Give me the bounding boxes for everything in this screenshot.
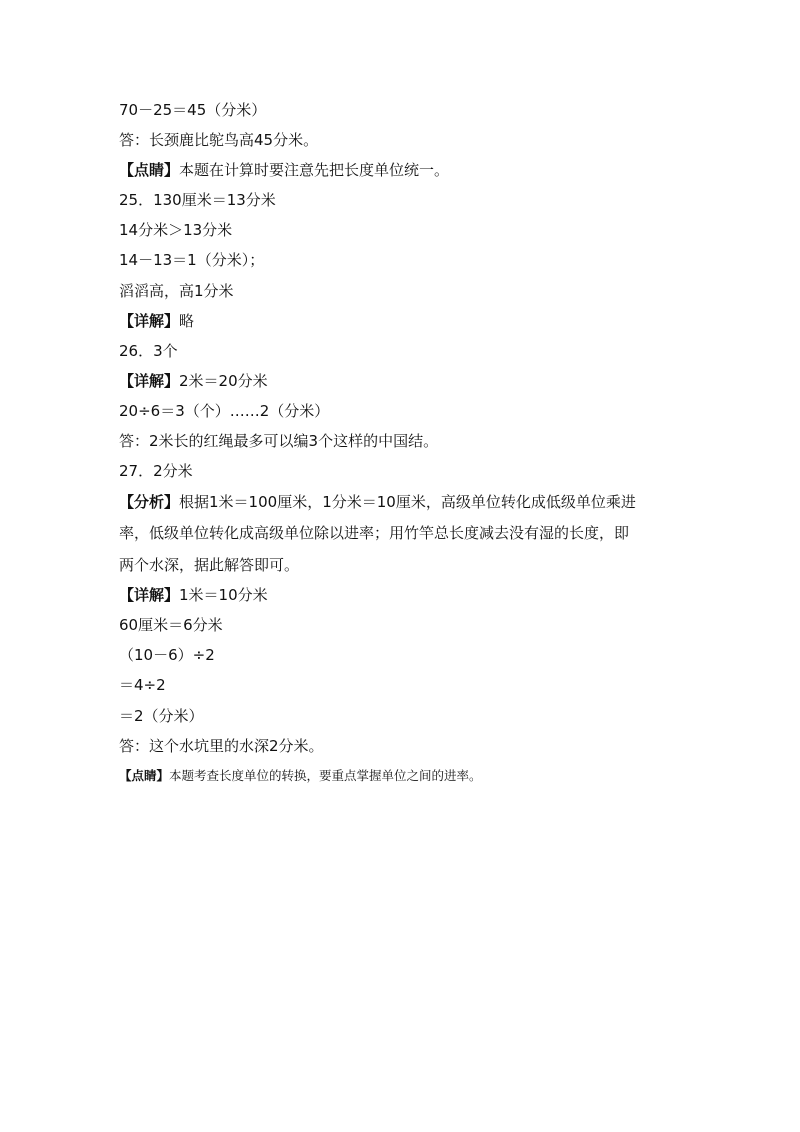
text-line: 【详解】1米＝10分米 — [119, 586, 268, 604]
text-line: 答：这个水坑里的水深2分米。 — [119, 737, 324, 755]
section-tag: 【点睛】 — [119, 768, 170, 783]
text-line: ＝2（分米） — [119, 707, 204, 725]
document-page — [119, 0, 719, 1132]
section-tag: 【分析】 — [119, 493, 180, 511]
text-line: 【点睛】本题考查长度单位的转换，要重点掌握单位之间的进率。 — [119, 768, 482, 783]
text-line: 14－13＝1（分米）； — [119, 251, 265, 269]
text-line: 26．3个 — [119, 342, 178, 360]
section-tag: 【详解】 — [119, 312, 180, 330]
text-line: 20÷6＝3（个）……2（分米） — [119, 402, 330, 420]
text-line: 答：2米长的红绳最多可以编3个这样的中国结。 — [119, 432, 439, 450]
section-tag: 【详解】 — [119, 586, 180, 604]
text-line: 两个水深，据此解答即可。 — [119, 556, 300, 574]
text-line: 滔滔高，高1分米 — [119, 282, 234, 300]
section-tag: 【点睛】 — [119, 161, 180, 179]
text-line: 【详解】略 — [119, 312, 195, 330]
text-line: 【详解】2米＝20分米 — [119, 372, 268, 390]
text-line: 14分米＞13分米 — [119, 221, 233, 239]
text-line: 60厘米＝6分米 — [119, 616, 223, 634]
text-line: 【点睛】本题在计算时要注意先把长度单位统一。 — [119, 161, 450, 179]
text-line: 70－25＝45（分米） — [119, 101, 267, 119]
text-line: 27．2分米 — [119, 462, 193, 480]
text-line: 答：长颈鹿比鸵鸟高45分米。 — [119, 131, 319, 149]
section-tag: 【详解】 — [119, 372, 180, 390]
text-line: 【分析】根据1米＝100厘米，1分米＝10厘米，高级单位转化成低级单位乘进 — [119, 493, 636, 511]
text-line: 率，低级单位转化成高级单位除以进率；用竹竿总长度减去没有湿的长度，即 — [119, 524, 630, 542]
text-line: （10－6）÷2 — [119, 646, 215, 664]
text-line: 25．130厘米＝13分米 — [119, 191, 276, 209]
text-line: ＝4÷2 — [119, 676, 166, 694]
